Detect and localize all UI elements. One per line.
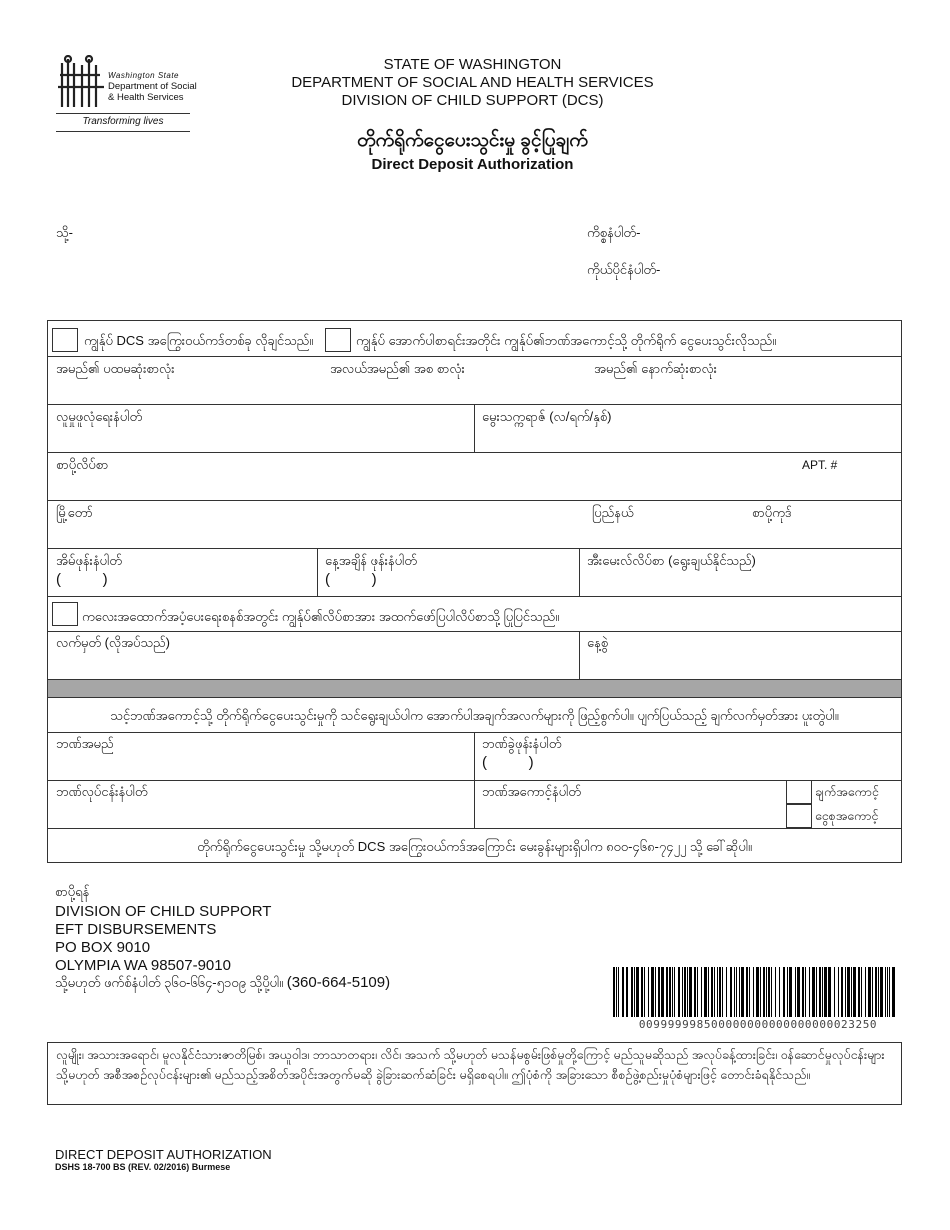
header-division: DIVISION OF CHILD SUPPORT (DCS) — [341, 92, 604, 109]
bank-name-field[interactable]: ဘဏ်အမည် — [56, 736, 114, 751]
dshs-logo-icon — [56, 55, 106, 110]
signature-field[interactable]: လက်မှတ် (လိုအပ်သည်) — [56, 635, 170, 650]
mail-address-line4: OLYMPIA WA 98507-9010 — [55, 957, 231, 974]
personal-number-label: ကိုယ်ပိုင်နံပါတ်- — [587, 262, 661, 277]
dcs-card-option: ကျွန်ုပ် DCS အကြွေးဝယ်ကဒ်တစ်ခု လိုချင်သည်။ — [84, 333, 314, 348]
barcode-bar — [892, 967, 895, 1017]
row-divider — [48, 828, 901, 829]
row-divider — [48, 596, 901, 597]
questions-note: တိုက်ရိုက်ငွေပေးသွင်းမှု သို့မဟုတ် DCS အကြွေးဝယ်ကဒ်အကြောင်း မေးခွန်းများရှိပါက ၈၀၀-၄၆၈-၇၄၂၂ သို့ ခေါ်ဆိုပါ။ — [197, 839, 752, 854]
section-separator — [48, 680, 901, 697]
col-divider — [474, 404, 475, 452]
col-divider — [579, 548, 580, 596]
address-change-option: ကလေးအထောက်အပံ့ပေးရေးစနစ်အတွင်း ကျွန်ုပ်၏လိပ်စာအား အထက်ဖော်ပြပါလိပ်စာသို့ ပြုပြင်သည်။ — [82, 609, 560, 624]
day-phone-field[interactable]: နေ့အချိန် ဖုန်းနံပါတ် — [325, 553, 417, 568]
date-field[interactable]: နေ့စွဲ — [587, 635, 609, 650]
bank-instructions: သင့်ဘဏ်အကောင့်သို့ တိုက်ရိုက်ငွေပေးသွင်းမှုကို သင်ရွေးချယ်ပါက အောက်ပါအချက်အလက်များကို ဖြည့်စွက်ပါ။ ပျက်ပြယ်သည့် ချက်လက်မှတ်အား ပူးတွဲပါ။ — [110, 708, 839, 723]
bank-phone-area-code[interactable]: ( ) — [482, 754, 534, 771]
mail-address-line2: EFT DISBURSEMENTS — [55, 921, 217, 938]
row-divider — [48, 500, 901, 501]
header-state: STATE OF WASHINGTON — [383, 56, 562, 73]
case-number-label: ကိစ္စနံပါတ်- — [587, 225, 641, 240]
col-divider — [474, 732, 475, 780]
first-name-field[interactable]: အမည်၏ ပထမဆုံးစာလုံး — [56, 361, 175, 376]
barcode — [613, 967, 896, 1017]
address-change-checkbox[interactable] — [52, 602, 78, 626]
city-field[interactable]: မြို့တော် — [56, 505, 93, 520]
row-divider — [48, 356, 901, 357]
fax-number: (360-664-5109) — [286, 974, 391, 991]
account-number-field[interactable]: ဘဏ်အကောင့်နံပါတ် — [482, 784, 581, 799]
mail-to-label: စာပို့ရန် — [55, 884, 90, 899]
to-label: သို့- — [56, 225, 73, 240]
checking-checkbox[interactable] — [786, 780, 812, 804]
ssn-field[interactable]: လူမှုဖူလုံရေးနံပါတ် — [56, 409, 143, 424]
apt-field[interactable]: APT. # — [802, 458, 838, 472]
dcs-card-checkbox[interactable] — [52, 328, 78, 352]
footer-title: DIRECT DEPOSIT AUTHORIZATION — [55, 1147, 272, 1162]
col-divider — [317, 548, 318, 596]
last-name-field[interactable]: အမည်၏ နောက်ဆုံးစာလုံး — [594, 361, 717, 376]
logo-text — [108, 70, 197, 103]
row-divider — [48, 548, 901, 549]
page-title-burmese: တိုက်ရိုက်ငွေပေးသွင်းမှု ခွင့်ပြုချက် — [357, 130, 588, 151]
home-phone-area-code[interactable]: ( ) — [56, 571, 108, 588]
checking-label: ချက်အကောင့် — [815, 785, 879, 799]
dob-field[interactable]: မွေးသက္ကရာဇ် (လ/ရက်/နှစ်) — [482, 409, 612, 424]
row-divider — [48, 697, 901, 698]
zip-field[interactable]: စာပို့ကုဒ် — [752, 505, 792, 520]
authorization-form — [47, 320, 902, 863]
logo-divider — [56, 113, 190, 114]
routing-number-field[interactable]: ဘဏ်လုပ်ငန်းနံပါတ် — [56, 784, 148, 799]
mailing-address-field[interactable]: စာပို့လိပ်စာ — [56, 457, 109, 472]
logo-line1: Department of Social — [108, 81, 197, 92]
header-department: DEPARTMENT OF SOCIAL AND HEALTH SERVICES — [291, 74, 654, 91]
day-phone-area-code[interactable]: ( ) — [325, 571, 377, 588]
logo-divider-bottom — [56, 131, 190, 132]
footer-form-id: DSHS 18-700 BS (REV. 02/2016) Burmese — [55, 1162, 231, 1172]
row-divider — [48, 452, 901, 453]
mail-address-line3: PO BOX 9010 — [55, 939, 151, 956]
bank-phone-field[interactable]: ဘဏ်ခွဲဖုန်းနံပါတ် — [482, 736, 562, 751]
fax-line — [55, 974, 390, 994]
mail-address-line1: DIVISION OF CHILD SUPPORT — [55, 903, 272, 920]
direct-deposit-checkbox[interactable] — [325, 328, 351, 352]
direct-deposit-option: ကျွန်ုပ် အောက်ပါစာရင်းအတိုင်း ကျွန်ုပ်၏ဘဏ်အကောင့်သို့ တိုက်ရိုက် ငွေပေးသွင်းလိုသည်။ — [356, 333, 777, 348]
col-divider — [579, 631, 580, 679]
page-title: Direct Deposit Authorization — [371, 156, 574, 173]
state-field[interactable]: ပြည်နယ် — [592, 505, 634, 520]
savings-checkbox[interactable] — [786, 804, 812, 828]
middle-name-field[interactable]: အလယ်အမည်၏ အစ စာလုံး — [330, 361, 465, 376]
barcode-number: 009999998500000000000000000023250 — [638, 1018, 878, 1031]
nondiscrimination-disclaimer: လူမျိုး၊ အသားအရောင်၊ မူလနိုင်ငံသားဇာတိမြစ်၊ အယူဝါဒ၊ ဘာသာတရား၊ လိင်၊ အသက် သို့မဟုတ် မသန်မစွမ်းဖြစ်မှုတို့ကြောင့် မည်သူမဆိုသည် အလုပ်ခန့်ထားခြင်း၊ ဝန်ဆောင်မှုလုပ်ငန်းများ သို့မဟုတ် အစီအစဉ်လုပ်ငန်းများ၏ မည်သည့်အစိတ်အပိုင်းအတွက်မဆို ခွဲခြားဆက်ဆံခြင်း မရှိစေရပါ။ ဤပုံစံကို အခြားသော စီစဉ်ဖွဲ့စည်းမှုပုံစံများဖြင့် တောင်းခံရနိုင်သည်။ — [47, 1042, 902, 1105]
col-divider — [474, 780, 475, 828]
fax-label: သို့မဟုတ် ဖက်စ်နံပါတ် ၃၆၀-၆၆၄-၅၁၀၉ သို့ပို့ပါ။ — [55, 975, 287, 990]
home-phone-field[interactable]: အိမ်ဖုန်းနံပါတ် — [56, 553, 122, 568]
email-field[interactable]: အီးမေးလ်လိပ်စာ (ရွေးချယ်နိုင်သည်) — [587, 553, 756, 568]
logo-tagline: Transforming lives — [82, 116, 164, 127]
logo-line2: & Health Services — [108, 92, 184, 103]
savings-label: ငွေစုအကောင့် — [815, 809, 879, 823]
logo-state: Washington State — [108, 71, 180, 80]
row-divider — [48, 631, 901, 632]
